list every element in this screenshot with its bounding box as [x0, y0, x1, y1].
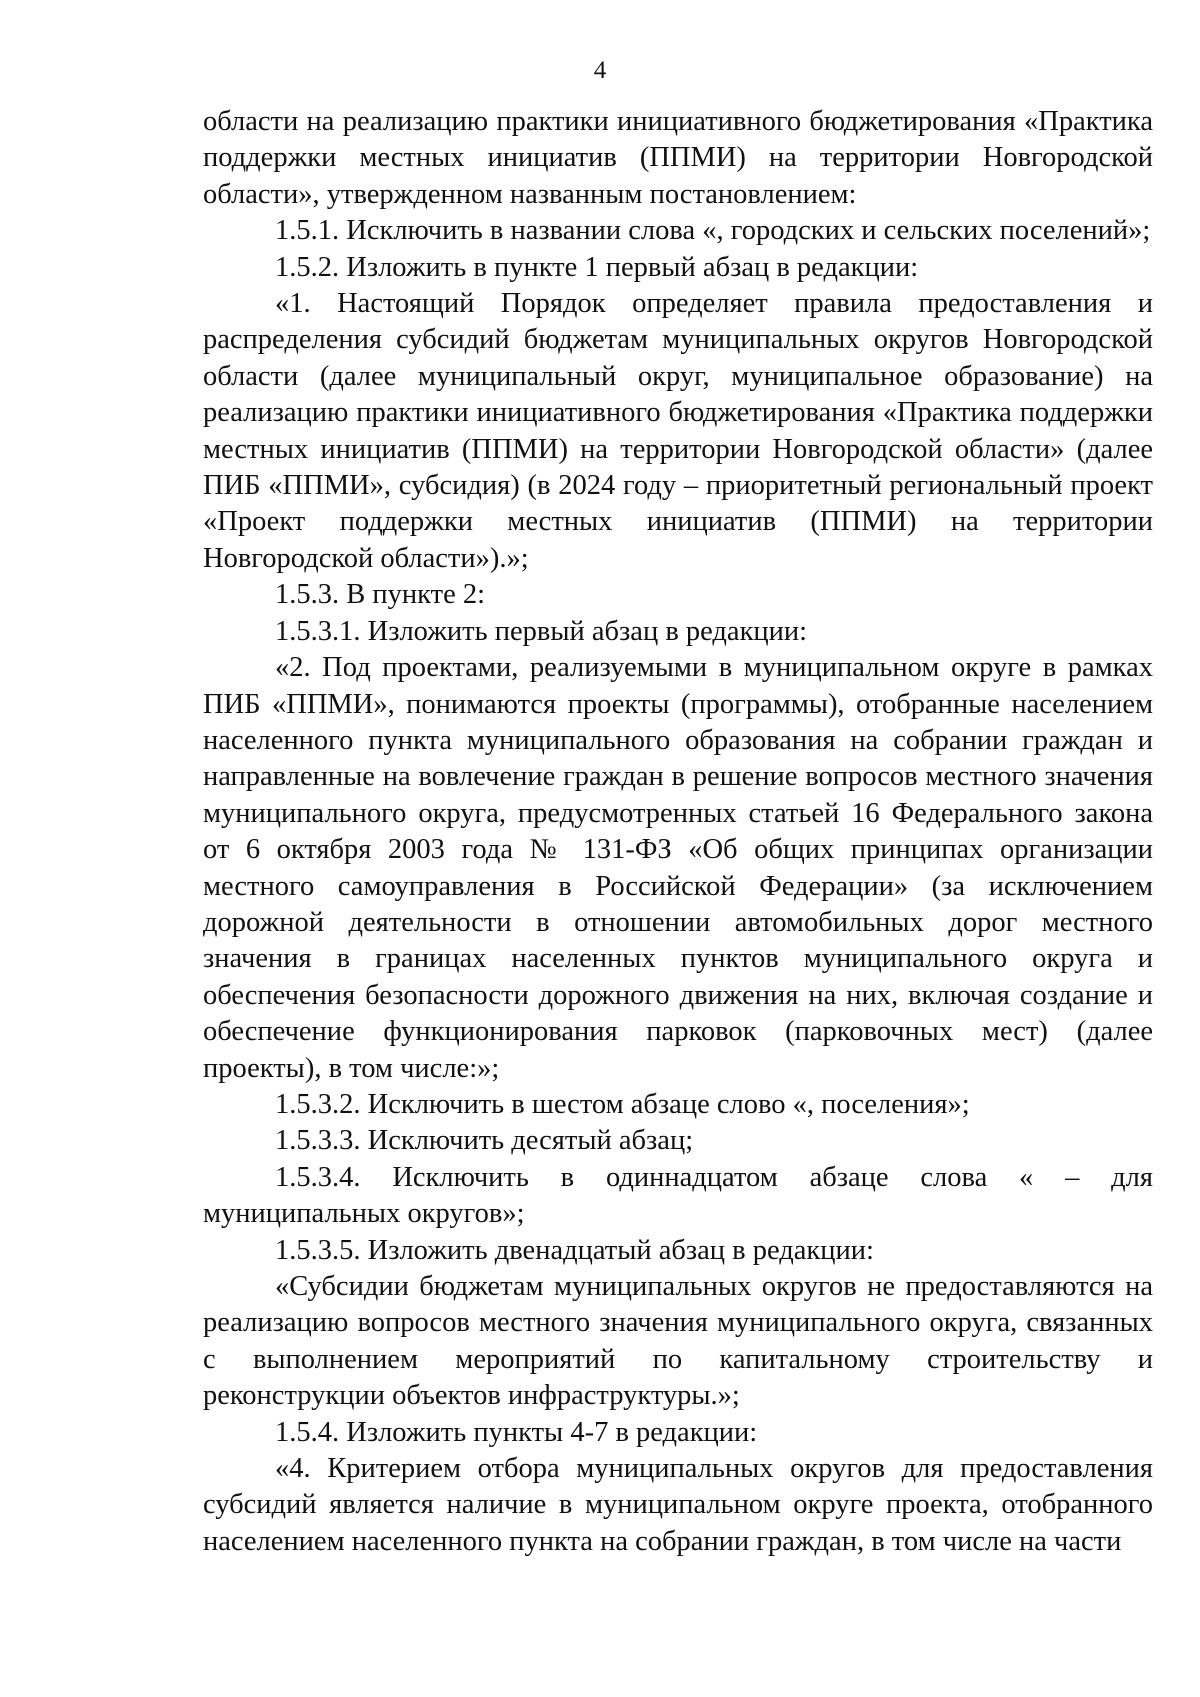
paragraph-1-5-1: 1.5.1. Исключить в названии слова «, городских и сельских поселений»;: [275, 215, 1151, 247]
paragraph-1-5-3-5: 1.5.3.5. Изложить двенадцатый абзац в редакции:: [275, 1234, 874, 1266]
page-number: 4: [593, 57, 607, 84]
paragraph-1-5-4: 1.5.4. Изложить пункты 4-7 в редакции:: [275, 1416, 758, 1448]
paragraph-1-5-3-2: 1.5.3.2. Исключить в шестом абзаце слово «, поселения»;: [275, 1088, 970, 1120]
paragraph-quote-item-4: «4. Критерием отбора муниципальных округов для предоставления субсидий является наличие в муниципальном округе проекта, отобранного населением населенного пункта на собрании граждан, в том числе на части: [203, 1453, 1153, 1557]
paragraph-1-5-3-4: 1.5.3.4. Исключить в одиннадцатом абзаце слова « – для муниципальных округов»;: [203, 1161, 1153, 1230]
paragraph-1-5-3-1: 1.5.3.1. Изложить первый абзац в редакции:: [275, 615, 808, 647]
paragraph-1-5-2: 1.5.2. Изложить в пункте 1 первый абзац в редакции:: [275, 251, 919, 283]
paragraph-quote-item-1: «1. Настоящий Порядок определяет правила предоставления и распределения субсидий бюджетам муниципальных округов Новгородской области (далее муниципальный округ, муниципальное образование) на реализацию практики инициативного бюджетирования «Практика поддержки местных инициатив (ППМИ) на территории Новгородской области» (далее ПИБ «ППМИ», субсидия) (в 2024 году – приоритетный региональный проект «Проект поддержки местных инициатив (ППМИ) на территории Новгородской области»).»;: [203, 288, 1153, 574]
paragraph-1-5-3-3: 1.5.3.3. Исключить десятый абзац;: [275, 1125, 694, 1157]
document-body: [203, 104, 1153, 1560]
paragraph-quote-subsidies: «Субсидии бюджетам муниципальных округов не предоставляются на реализацию вопросов местного значения муниципального округа, связанных с выполнением мероприятий по капитальному строительству и реконструкции объектов инфраструктуры.»;: [203, 1271, 1153, 1412]
paragraph-intro: области на реализацию практики инициативного бюджетирования «Практика поддержки местных инициатив (ППМИ) на территории Новгородской области», утвержденном названным постановлением:: [203, 106, 1153, 210]
paragraph-1-5-3: 1.5.3. В пункте 2:: [275, 579, 486, 611]
paragraph-quote-item-2: «2. Под проектами, реализуемыми в муниципальном округе в рамках ПИБ «ППМИ», понимаются проекты (программы), отобранные населением населенного пункта муниципального образования на собрании граждан и направленные на вовлечение граждан в решение вопросов местного значения муниципального округа, предусмотренных статьей 16 Федерального закона от 6 октября 2003 года № 131-ФЗ «Об общих принципах организации местного самоуправления в Российской Федерации» (за исключением дорожной деятельности в отношении автомобильных дорог местного значения в границах населенных пунктов муниципального округа и обеспечения безопасности дорожного движения на них, включая создание и обеспечение функционирования парковок (парковочных мест) (далее проекты), в том числе:»;: [203, 652, 1153, 1084]
